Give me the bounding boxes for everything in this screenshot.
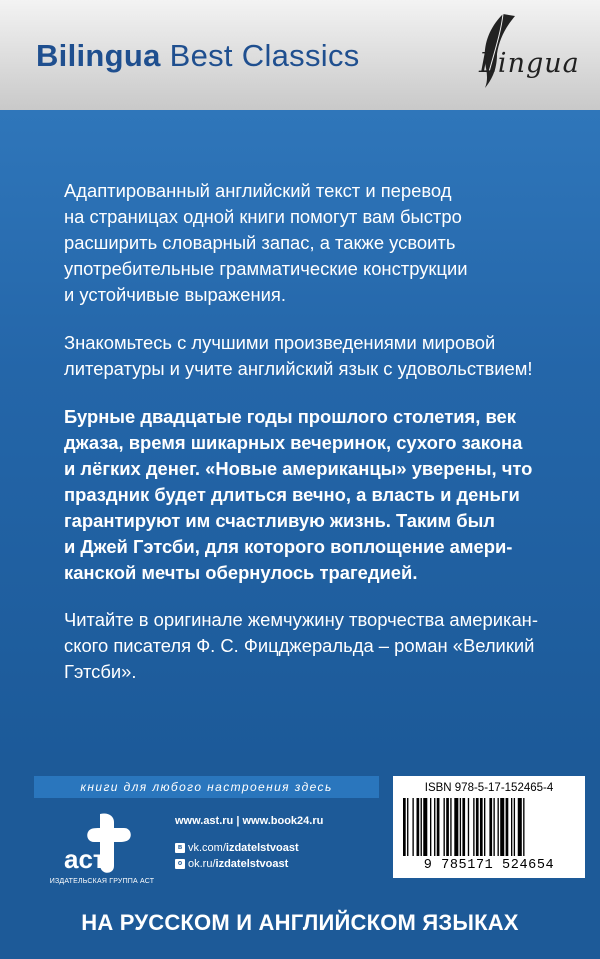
barcode-bar	[412, 798, 413, 856]
barcode-bar	[489, 798, 492, 856]
barcode-bar	[407, 798, 408, 856]
ast-logo	[60, 812, 136, 874]
ast-logo-text: аст	[64, 844, 106, 874]
series-header	[0, 0, 600, 110]
barcode-bar	[518, 798, 522, 856]
ok-handle: izdatelstvoast	[215, 857, 289, 870]
series-title-regular: Best Classics	[169, 38, 360, 73]
website-links[interactable]: www.ast.ru | www.book24.ru	[175, 815, 324, 827]
lingua-logo	[455, 12, 585, 92]
barcode-bar	[462, 798, 465, 856]
description-paragraph-4	[64, 607, 574, 685]
barcode-bar	[403, 798, 406, 856]
text-line: Знакомьтесь с лучшими произведениями мировой	[64, 332, 496, 353]
barcode-bar	[506, 798, 509, 856]
text-line: ского писателя Ф. С. Фицджеральда – роман «Великий	[64, 635, 535, 656]
ok-prefix: ok.ru/	[188, 857, 216, 870]
text-line: и лёгких денег. «Новые американцы» уверены, что	[64, 458, 533, 479]
text-line: Гэтсби».	[64, 661, 137, 682]
barcode-bar	[484, 798, 485, 856]
text-line: употребительные грамматические конструкции	[64, 258, 468, 279]
barcode-bar	[480, 798, 483, 856]
vk-prefix: vk.com/	[188, 841, 226, 854]
text-line: и Джей Гэтсби, для которого воплощение амери-	[64, 536, 513, 557]
text-line: Адаптированный английский текст и перевод	[64, 180, 452, 201]
barcode-bar	[523, 798, 524, 856]
text-line: канской мечты обернулось трагедией.	[64, 562, 418, 583]
text-line: джаза, время шикарных вечеринок, сухого закона	[64, 432, 523, 453]
barcode-bar	[423, 798, 427, 856]
barcode-bar	[450, 798, 451, 856]
description-paragraph-1	[64, 178, 574, 308]
barcode-bar	[444, 798, 445, 856]
barcode-bar	[454, 798, 458, 856]
barcode-bar	[437, 798, 440, 856]
barcode-bar	[498, 798, 499, 856]
barcode-bar	[468, 798, 469, 856]
barcode-bar	[514, 798, 515, 856]
barcode-bar	[500, 798, 504, 856]
series-title-bold: Bilingua	[36, 38, 161, 73]
vk-icon: в	[175, 843, 185, 853]
barcode-bar	[473, 798, 474, 856]
text-line: и устойчивые выражения.	[64, 284, 286, 305]
barcode-box	[393, 776, 585, 878]
text-line: литературы и учите английский язык с удовольствием!	[64, 358, 533, 379]
barcode-bar	[446, 798, 449, 856]
barcode-bar	[493, 798, 494, 856]
text-line: на страницах одной книги помогут вам быстро	[64, 206, 462, 227]
isbn-text: ISBN 978-5-17-152465-4	[424, 782, 554, 794]
barcode-bar	[421, 798, 422, 856]
ok-link[interactable]	[175, 855, 288, 873]
tagline-strip	[34, 776, 379, 798]
text-line: гарантируют им счастливую жизнь. Таким был	[64, 510, 495, 531]
publisher-caption: ИЗДАТЕЛЬСКАЯ ГРУППА АСТ	[49, 878, 155, 885]
tagline-text: книги для любого настроения здесь	[80, 780, 333, 794]
publisher-links	[175, 815, 323, 827]
barcode-digits: 9 785171 524654	[423, 858, 555, 873]
barcode-bar	[460, 798, 461, 856]
vk-handle: izdatelstvoast	[225, 841, 299, 854]
text-line: расширить словарный запас, а также усвоить	[64, 232, 456, 253]
barcode-bar	[434, 798, 435, 856]
text-line: праздник будет длиться вечно, а власть и деньги	[64, 484, 520, 505]
description-paragraph-3	[64, 404, 574, 586]
barcode-bars	[401, 798, 577, 858]
text-line: Бурные двадцатые годы прошлого столетия, век	[64, 406, 516, 427]
barcode-bar	[476, 798, 479, 856]
lingua-logo-text: Lingua	[479, 48, 580, 79]
barcode-bar	[417, 798, 420, 856]
barcode-bar	[511, 798, 512, 856]
series-title	[36, 38, 360, 74]
ok-icon: о	[175, 859, 185, 869]
barcode-bar	[430, 798, 431, 856]
language-banner: НА РУССКОМ И АНГЛИЙСКОМ ЯЗЫКАХ	[81, 910, 519, 935]
text-line: Читайте в оригинале жемчужину творчества американ-	[64, 609, 538, 630]
description-paragraph-2	[64, 330, 574, 382]
